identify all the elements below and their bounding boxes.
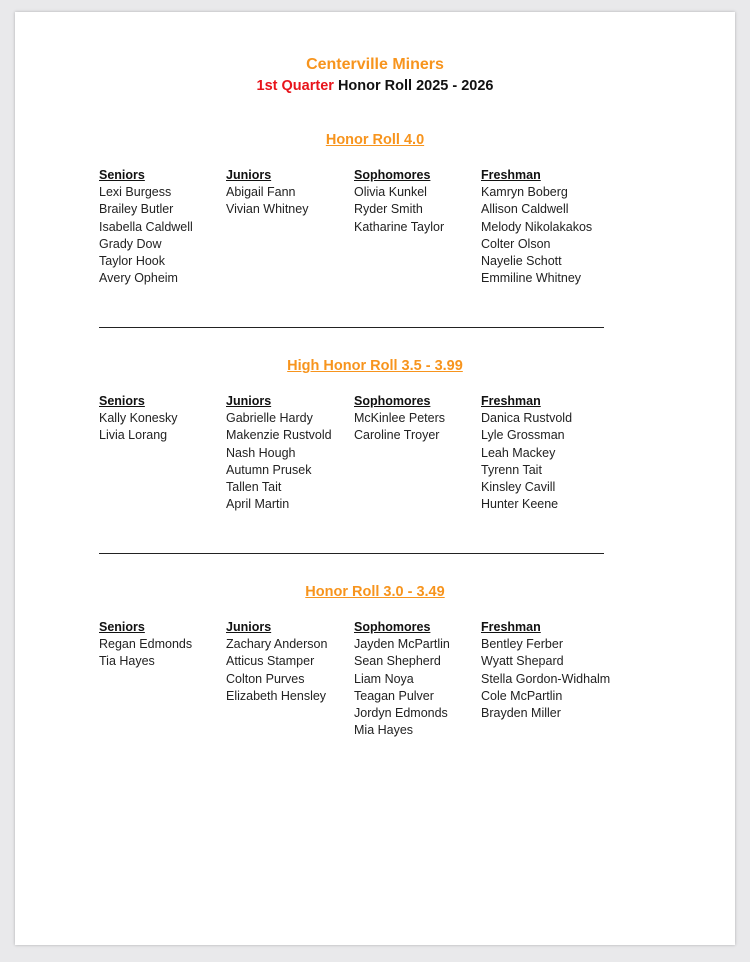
grade-column	[99, 167, 193, 287]
grade-column	[226, 393, 332, 513]
grade-column	[226, 619, 327, 705]
section-heading: High Honor Roll 3.5 - 3.99	[287, 358, 463, 374]
student-name: Elizabeth Hensley	[226, 688, 327, 703]
student-name: Kamryn Boberg	[481, 185, 568, 200]
student-name: Olivia Kunkel	[354, 185, 427, 200]
student-name: Stella Gordon-Widhalm	[481, 671, 611, 686]
student-name: Colter Olson	[481, 236, 551, 251]
section-heading: Honor Roll 3.0 - 3.49	[305, 584, 445, 600]
subtitle-rest: Honor Roll 2025 - 2026	[337, 78, 494, 94]
section-heading: Honor Roll 4.0	[325, 132, 425, 148]
student-name: Isabella Caldwell	[99, 219, 193, 234]
student-name: Regan Edmonds	[99, 637, 193, 652]
grade-column	[99, 619, 192, 671]
student-name: Ryder Smith	[354, 202, 423, 217]
student-name: Teagan Pulver	[354, 688, 434, 703]
grade-header: Juniors	[226, 620, 272, 634]
student-name: Mia Hayes	[354, 723, 414, 738]
grade-column	[354, 167, 444, 236]
student-name: Taylor Hook	[99, 254, 165, 269]
grade-column	[226, 167, 308, 219]
grade-column	[481, 619, 610, 722]
student-name: Kally Konesky	[99, 411, 178, 426]
student-name: Jordyn Edmonds	[354, 706, 448, 721]
grade-header: Seniors	[99, 620, 145, 634]
student-name: Lexi Burgess	[99, 185, 172, 200]
student-name: Jayden McPartlin	[354, 637, 450, 652]
student-name: Nash Hough	[226, 445, 296, 460]
document-page	[15, 12, 735, 945]
student-name: Gabrielle Hardy	[226, 411, 313, 426]
student-name: Tallen Tait	[226, 480, 282, 495]
grade-header: Freshman	[481, 620, 541, 634]
student-name: Grady Dow	[99, 236, 162, 251]
student-name: Atticus Stamper	[226, 654, 315, 669]
student-name: Wyatt Shepard	[481, 654, 564, 669]
student-name: Tia Hayes	[99, 654, 155, 669]
grade-column	[354, 619, 450, 739]
grade-header: Sophomores	[354, 168, 431, 182]
student-name: Lyle Grossman	[481, 428, 565, 443]
student-name: Melody Nikolakakos	[481, 219, 593, 234]
student-name: Brailey Butler	[99, 202, 174, 217]
student-name: Brayden Miller	[481, 706, 561, 721]
student-name: Kinsley Cavill	[481, 480, 556, 495]
student-name: Hunter Keene	[481, 497, 559, 512]
student-name: Zachary Anderson	[226, 637, 328, 652]
student-name: Liam Noya	[354, 671, 414, 686]
student-name: McKinlee Peters	[354, 411, 446, 426]
grade-column	[99, 393, 178, 445]
student-name: April Martin	[226, 497, 290, 512]
student-name: Nayelie Schott	[481, 254, 562, 269]
student-name: Autumn Prusek	[226, 462, 312, 477]
grade-header: Sophomores	[354, 394, 431, 408]
grade-header: Seniors	[99, 168, 145, 182]
grade-header: Sophomores	[354, 620, 431, 634]
grade-header: Freshman	[481, 394, 541, 408]
student-name: Cole McPartlin	[481, 688, 563, 703]
student-name: Livia Lorang	[99, 428, 168, 443]
grade-column	[481, 167, 592, 287]
grade-header: Juniors	[226, 394, 272, 408]
student-name: Tyrenn Tait	[481, 462, 542, 477]
student-name: Makenzie Rustvold	[226, 428, 332, 443]
student-name: Caroline Troyer	[354, 428, 440, 443]
student-name: Avery Opheim	[99, 271, 178, 286]
grade-column	[481, 393, 572, 513]
grade-header: Freshman	[481, 168, 541, 182]
grade-column	[354, 393, 445, 445]
student-name: Allison Caldwell	[481, 202, 569, 217]
quarter-label: 1st Quarter	[256, 78, 334, 94]
student-name: Danica Rustvold	[481, 411, 573, 426]
grade-header: Juniors	[226, 168, 272, 182]
student-name: Colton Purves	[226, 671, 305, 686]
student-name: Abigail Fann	[226, 185, 296, 200]
student-name: Bentley Ferber	[481, 637, 563, 652]
section-divider	[99, 553, 604, 554]
student-name: Emmiline Whitney	[481, 271, 582, 286]
document-subtitle	[15, 78, 735, 94]
grade-header: Seniors	[99, 394, 145, 408]
student-name: Katharine Taylor	[354, 219, 445, 234]
student-name: Vivian Whitney	[226, 202, 309, 217]
student-name: Leah Mackey	[481, 445, 556, 460]
school-title: Centerville Miners	[306, 56, 444, 73]
student-name: Sean Shepherd	[354, 654, 441, 669]
section-divider	[99, 327, 604, 328]
